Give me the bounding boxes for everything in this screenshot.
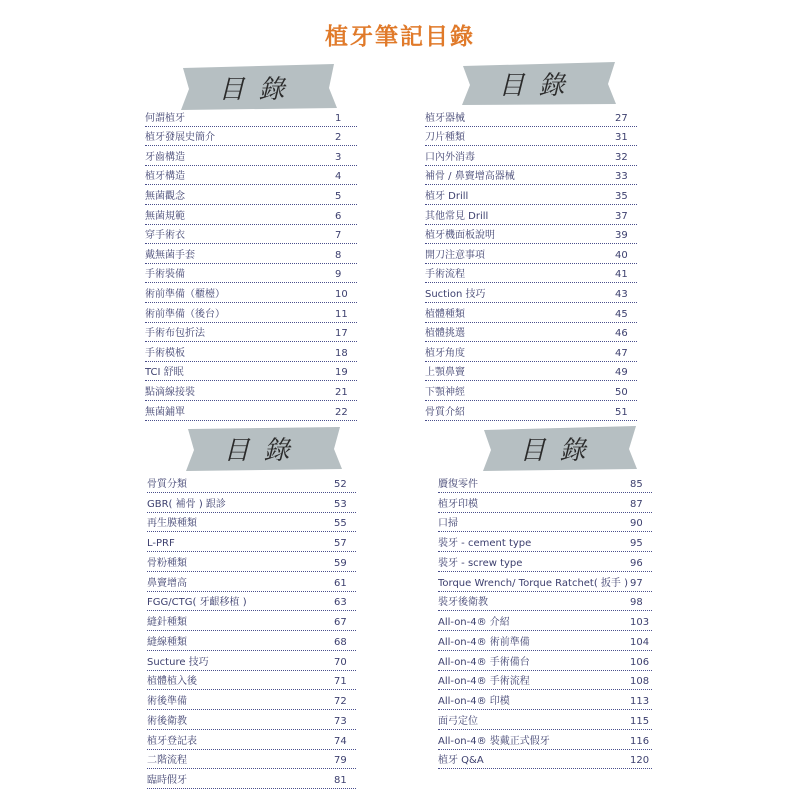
toc-entry — [147, 730, 356, 750]
toc-entry — [438, 631, 652, 651]
toc-entry-page: 39 — [615, 230, 628, 242]
toc-entry — [145, 127, 357, 147]
toc-entry-page: 9 — [335, 269, 342, 281]
toc-entry-title: Sucture 技巧 — [147, 656, 209, 668]
toc-entry-title: 無菌觀念 — [145, 190, 185, 202]
toc-entry-title: 其他常見 Drill — [425, 210, 489, 222]
toc-entry — [425, 381, 637, 401]
toc-entry-title: FGG/CTG( 牙齦移植 ) — [147, 597, 247, 609]
toc-entry — [438, 690, 652, 710]
toc-entry — [438, 532, 652, 552]
toc-entry — [425, 323, 637, 343]
contents-banner-4 — [478, 423, 641, 473]
toc-entry-page: 74 — [334, 735, 347, 747]
toc-entry-title: 植牙發展史簡介 — [145, 132, 215, 144]
toc-entry-title: 面弓定位 — [438, 715, 478, 727]
toc-entry-title: 鼻竇增高 — [147, 577, 187, 589]
toc-entry — [425, 303, 637, 323]
toc-entry-page: 55 — [334, 518, 347, 530]
toc-entry — [425, 146, 637, 166]
toc-entry-title: 術後衛教 — [147, 715, 187, 727]
toc-entry-title: 植牙 Drill — [425, 190, 469, 202]
toc-entry — [425, 401, 637, 421]
toc-entry-title: All-on-4® 印模 — [438, 696, 510, 707]
toc-entry-page: 113 — [630, 696, 650, 707]
toc-entry-page: 52 — [334, 478, 347, 490]
contents-banner-1 — [177, 62, 340, 112]
toc-entry-page: 120 — [630, 755, 650, 767]
toc-entry-title: All-on-4® 手術備台 — [438, 656, 530, 668]
toc-entry — [145, 264, 357, 284]
toc-list-2 — [425, 107, 637, 421]
toc-entry-title: 臨時假牙 — [147, 775, 187, 786]
toc-entry-title: 點滴線接裝 — [145, 386, 195, 398]
toc-entry — [145, 323, 357, 343]
toc-entry — [145, 303, 357, 323]
toc-entry — [425, 205, 637, 225]
toc-entry-title: 裝牙 - screw type — [438, 557, 523, 569]
toc-entry-page: 73 — [334, 715, 347, 727]
toc-entry-page: 79 — [334, 755, 347, 767]
toc-entry — [438, 473, 652, 493]
toc-entry — [145, 225, 357, 245]
toc-entry-page: 90 — [630, 518, 643, 530]
toc-entry — [438, 671, 652, 691]
toc-entry — [425, 185, 637, 205]
toc-entry — [145, 107, 357, 127]
toc-entry — [438, 710, 652, 730]
toc-list-3 — [147, 473, 356, 789]
toc-entry-title: 裝牙後衛教 — [438, 597, 488, 609]
toc-entry-title: TCI 舒眠 — [145, 367, 184, 379]
toc-entry-page: 6 — [335, 210, 342, 222]
toc-entry-page: 41 — [615, 269, 628, 281]
toc-entry-title: 骨質介紹 — [425, 406, 465, 418]
toc-entry-page: 51 — [615, 406, 628, 418]
toc-entry-title: 植牙角度 — [425, 347, 465, 359]
toc-entry — [147, 611, 356, 631]
toc-entry-page: 3 — [335, 151, 342, 163]
banner-text: 目錄 — [218, 74, 299, 105]
toc-entry-title: 植牙構造 — [145, 171, 185, 183]
toc-entry — [425, 127, 637, 147]
toc-entry-title: 口內外消毒 — [425, 151, 475, 163]
toc-entry — [425, 342, 637, 362]
toc-entry-page: 11 — [335, 308, 348, 320]
toc-entry-page: 70 — [334, 656, 347, 668]
toc-entry-title: 縫線種類 — [147, 636, 187, 648]
toc-entry-page: 46 — [615, 328, 628, 340]
toc-entry-page: 27 — [615, 112, 628, 124]
toc-entry-page: 2 — [335, 132, 342, 144]
toc-entry-title: Torque Wrench/ Torque Ratchet( 扳手 ) — [438, 577, 629, 589]
toc-entry-title: 術前準備（櫃檯） — [145, 288, 225, 300]
toc-entry-page: 50 — [615, 386, 628, 398]
toc-entry-title: 無菌規範 — [145, 210, 185, 222]
banner-text: 目錄 — [519, 435, 600, 466]
toc-entry-title: 上顎鼻竇 — [425, 367, 465, 379]
toc-entry — [147, 651, 356, 671]
toc-entry-title: 手術模板 — [145, 347, 185, 359]
toc-entry-title: 裝牙 - cement type — [438, 538, 532, 549]
toc-entry-title: 戴無菌手套 — [145, 249, 195, 261]
toc-entry-page: 10 — [335, 288, 348, 300]
toc-entry — [147, 592, 356, 612]
contents-banner-2 — [457, 58, 620, 108]
toc-entry — [147, 473, 356, 493]
toc-entry-page: 43 — [615, 288, 628, 300]
toc-entry — [147, 631, 356, 651]
toc-entry-title: 手術裝備 — [145, 269, 185, 281]
toc-entry-page: 72 — [334, 696, 347, 707]
toc-entry-page: 87 — [630, 498, 643, 510]
toc-entry — [147, 710, 356, 730]
toc-entry-page: 45 — [615, 308, 628, 320]
toc-entry-title: 補骨 / 鼻竇增高器械 — [425, 171, 515, 183]
toc-entry-title: 植牙器械 — [425, 112, 465, 124]
toc-entry-page: 98 — [630, 597, 643, 609]
toc-entry-page: 116 — [630, 735, 650, 747]
toc-entry — [147, 769, 356, 789]
toc-entry-page: 7 — [335, 230, 342, 242]
toc-entry — [425, 244, 637, 264]
toc-entry-title: 術前準備（後台） — [145, 308, 225, 320]
toc-entry-page: 108 — [630, 676, 650, 688]
toc-entry-title: 無菌鋪單 — [145, 406, 185, 418]
toc-entry — [145, 244, 357, 264]
toc-entry — [425, 264, 637, 284]
toc-entry-title: 刀片種類 — [425, 132, 465, 144]
toc-entry — [145, 401, 357, 421]
toc-entry-page: 21 — [335, 386, 348, 398]
toc-entry — [438, 750, 652, 770]
toc-entry-page: 53 — [334, 498, 347, 510]
toc-entry — [425, 107, 637, 127]
toc-entry-title: All-on-4® 術前準備 — [438, 636, 530, 648]
toc-entry-title: 二階流程 — [147, 755, 187, 767]
toc-entry-page: 35 — [615, 190, 628, 202]
toc-entry-title: 術後準備 — [147, 696, 187, 707]
toc-entry — [147, 493, 356, 513]
toc-entry-title: 何謂植牙 — [145, 112, 185, 124]
toc-entry-page: 17 — [335, 328, 348, 340]
toc-entry-title: All-on-4® 介紹 — [438, 617, 510, 628]
toc-entry — [438, 493, 652, 513]
toc-entry-title: All-on-4® 裝戴正式假牙 — [438, 735, 550, 747]
toc-entry — [147, 532, 356, 552]
toc-entry-title: 再生膜種類 — [147, 518, 197, 530]
toc-entry-page: 57 — [334, 538, 347, 549]
toc-entry — [425, 225, 637, 245]
toc-entry — [147, 671, 356, 691]
toc-entry-title: 口掃 — [438, 518, 458, 530]
toc-entry — [145, 283, 357, 303]
toc-entry-page: 32 — [615, 151, 628, 163]
toc-entry-title: 下顎神經 — [425, 386, 465, 398]
toc-list-1 — [145, 107, 357, 421]
toc-entry-page: 47 — [615, 347, 628, 359]
toc-entry — [147, 690, 356, 710]
toc-entry — [438, 611, 652, 631]
toc-entry — [438, 730, 652, 750]
toc-entry-title: 植體種類 — [425, 308, 465, 320]
toc-entry-page: 103 — [630, 617, 650, 628]
toc-entry-page: 85 — [630, 478, 643, 490]
toc-entry-title: 植牙機面板說明 — [425, 230, 495, 242]
toc-entry-page: 5 — [335, 190, 342, 202]
banner-text: 目錄 — [223, 435, 304, 466]
toc-entry-page: 1 — [335, 112, 342, 124]
toc-entry — [145, 381, 357, 401]
toc-entry — [425, 362, 637, 382]
toc-entry-page: 104 — [630, 636, 650, 648]
toc-entry — [145, 362, 357, 382]
toc-entry-page: 95 — [630, 538, 643, 549]
toc-entry-page: 96 — [630, 557, 643, 569]
toc-entry-page: 40 — [615, 249, 628, 261]
toc-entry-page: 31 — [615, 132, 628, 144]
toc-entry-page: 81 — [334, 775, 347, 786]
toc-entry-page: 4 — [335, 171, 342, 183]
toc-entry — [147, 513, 356, 533]
banner-text: 目錄 — [498, 70, 579, 101]
toc-entry — [147, 750, 356, 770]
toc-entry — [425, 166, 637, 186]
toc-entry-page: 68 — [334, 636, 347, 648]
toc-entry-title: 植牙印模 — [438, 498, 478, 510]
toc-entry-page: 97 — [630, 577, 643, 589]
toc-list-4 — [438, 473, 652, 769]
toc-entry-title: 植牙 Q&A — [438, 755, 484, 767]
toc-entry-page: 33 — [615, 171, 628, 183]
toc-entry — [145, 342, 357, 362]
toc-entry — [147, 572, 356, 592]
toc-entry-page: 67 — [334, 617, 347, 628]
toc-entry-page: 8 — [335, 249, 342, 261]
toc-entry-title: All-on-4® 手術流程 — [438, 676, 530, 688]
toc-entry-title: Suction 技巧 — [425, 288, 486, 300]
toc-entry-page: 63 — [334, 597, 347, 609]
toc-entry — [438, 552, 652, 572]
toc-entry-page: 59 — [334, 557, 347, 569]
toc-entry-page: 37 — [615, 210, 628, 222]
toc-entry — [145, 185, 357, 205]
toc-entry-page: 115 — [630, 715, 650, 727]
toc-entry-page: 71 — [334, 676, 347, 688]
toc-entry-title: 植體挑選 — [425, 328, 465, 340]
toc-entry — [145, 205, 357, 225]
toc-entry — [145, 146, 357, 166]
toc-entry-page: 106 — [630, 656, 650, 668]
toc-entry-page: 18 — [335, 347, 348, 359]
toc-entry — [438, 513, 652, 533]
toc-entry-title: 開刀注意事項 — [425, 249, 485, 261]
page-title: 植牙筆記目錄 — [325, 24, 475, 50]
toc-entry-title: 牙齒構造 — [145, 151, 185, 163]
toc-entry-page: 19 — [335, 367, 348, 379]
toc-entry-title: 植體植入後 — [147, 676, 197, 688]
toc-entry-title: 骨粉種類 — [147, 557, 187, 569]
toc-entry-title: 穿手術衣 — [145, 230, 185, 242]
toc-entry-page: 49 — [615, 367, 628, 379]
toc-entry-title: 手術布包折法 — [145, 328, 205, 340]
toc-entry-page: 22 — [335, 406, 348, 418]
toc-entry-title: 手術流程 — [425, 269, 465, 281]
toc-entry — [425, 283, 637, 303]
toc-entry-title: GBR( 補骨 ) 跟診 — [147, 498, 226, 510]
contents-banner-3 — [182, 423, 345, 473]
toc-entry — [438, 592, 652, 612]
toc-entry — [438, 651, 652, 671]
toc-entry-title: 縫針種類 — [147, 617, 187, 628]
toc-entry — [145, 166, 357, 186]
toc-entry-title: 骨質分類 — [147, 478, 187, 490]
toc-entry — [438, 572, 652, 592]
toc-entry-page: 61 — [334, 577, 347, 589]
toc-entry-title: 贗復零件 — [438, 478, 478, 490]
toc-entry-title: L-PRF — [147, 538, 175, 549]
toc-entry — [147, 552, 356, 572]
toc-entry-title: 植牙登記表 — [147, 735, 197, 747]
